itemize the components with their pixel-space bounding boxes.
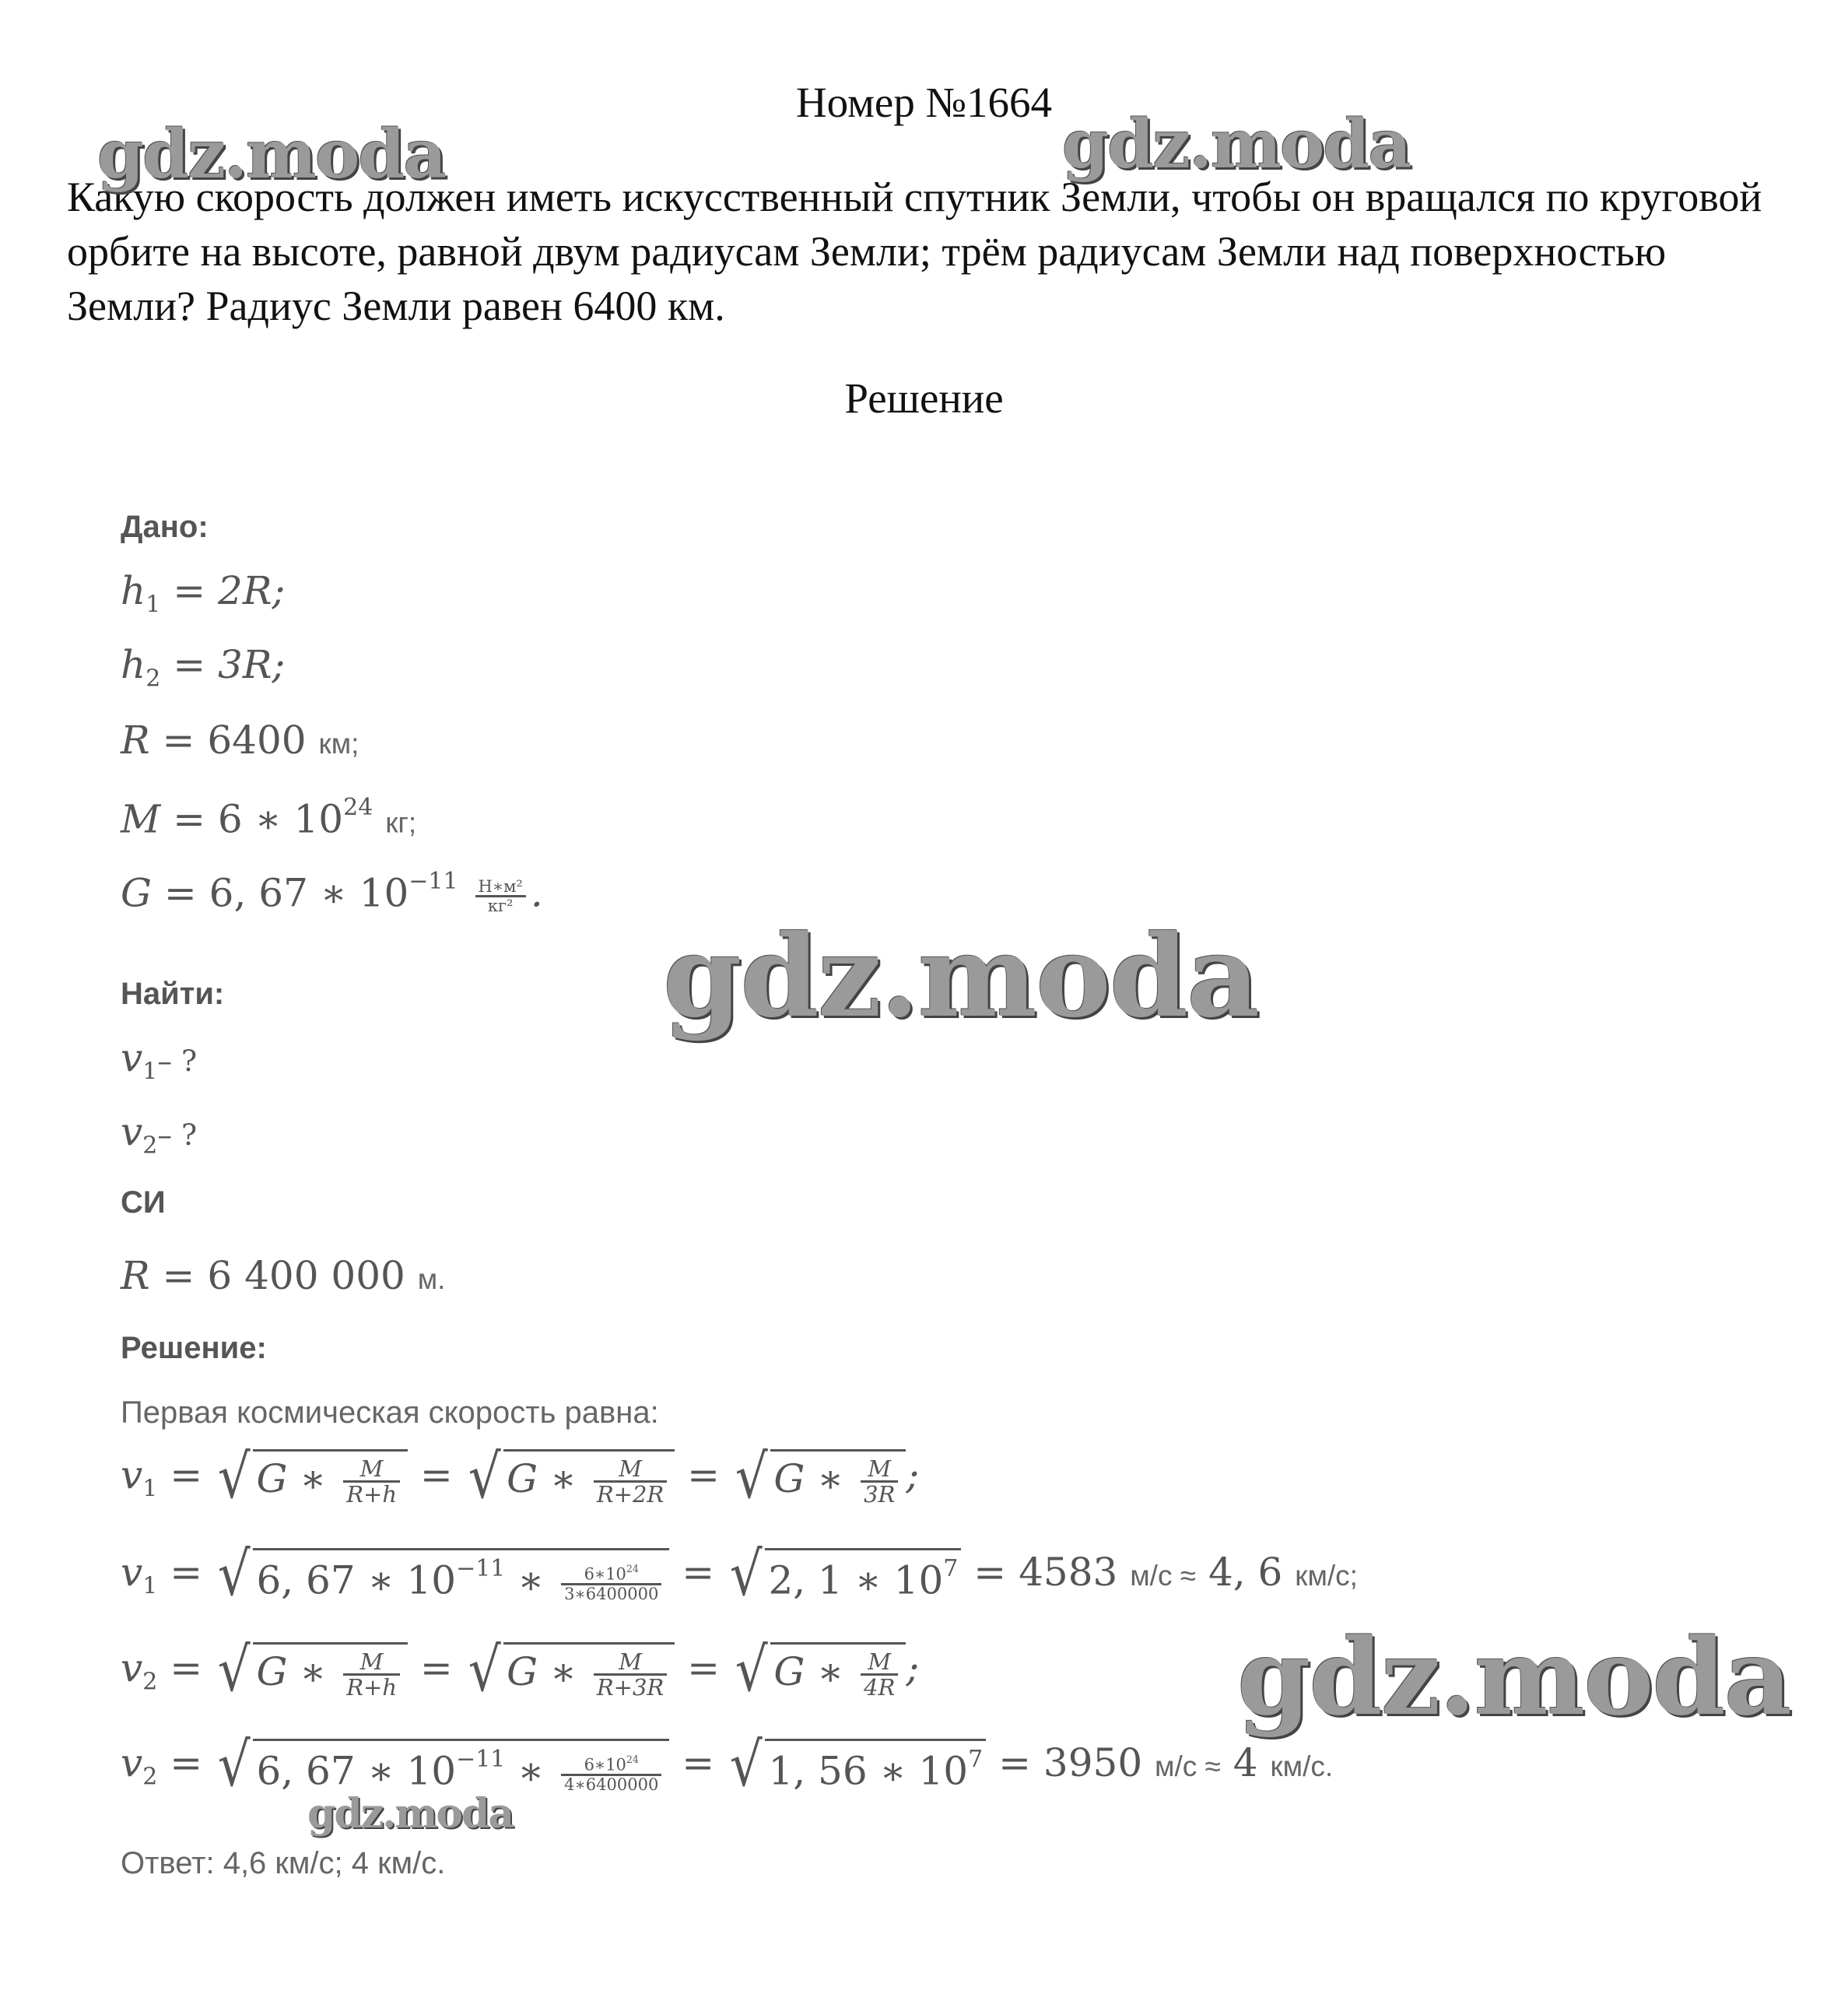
formula-v1: $v_1$ = √ G ∗ $\frac{M}{R+h}$ = √ G ∗ $\frac{M}{R+2R}$ = √ G ∗ $\frac{M}{3R}$ ; [121, 1442, 920, 1512]
g-unit-fraction: $\frac{\text{Н∗м²}}{\text{кг²}}$ [475, 878, 526, 915]
watermark-logo: gdz.moda [97, 115, 446, 194]
si-label: СИ [121, 1185, 166, 1220]
page-title: Номер №1664 [795, 79, 1053, 126]
find-label: Найти: [121, 977, 225, 1011]
given-radius: R = 6400 км; [121, 718, 359, 763]
watermark-logo: gdz.moda [307, 1790, 514, 1838]
given-gravitational-constant: G = 6, 67 ∗ $10^{-11}$ $\frac{\text{Н∗м²}}{\text{кг²}}$ . [121, 868, 543, 916]
solution-intro: Первая космическая скорость равна: [121, 1395, 659, 1430]
find-v1: $v_1-$ ? [121, 1035, 198, 1086]
problem-statement: Какую скорость должен иметь искусственный спутник Земли, чтобы он вращался по круговой орбите на высоте, равной двум радиусам Земли; трём радиусам Земли над поверхностью Земли? Радиус Земли равен 6400 км. [67, 174, 1762, 329]
si-radius: R = 6 400 000 м. [121, 1253, 446, 1298]
given-label: Дано: [121, 510, 209, 544]
watermark-logo: gdz.moda [1237, 1615, 1791, 1739]
formula-v2: $v_2$ = √ G ∗ $\frac{M}{R+h}$ = √ G ∗ $\frac{M}{R+3R}$ = √ G ∗ $\frac{M}{4R}$ ; [121, 1635, 920, 1705]
given-h1: $h_1 = 2R$; [121, 568, 286, 619]
solution-label: Решение: [121, 1331, 267, 1365]
given-h2: $h_2 = 3R$; [121, 642, 286, 693]
find-v2: $v_2-$ ? [121, 1109, 198, 1160]
watermark-logo: gdz.moda [663, 911, 1259, 1043]
watermark-logo: gdz.moda [1062, 105, 1411, 184]
answer: Ответ: 4,6 км/с; 4 км/с. [121, 1846, 446, 1880]
calculation-v2: $v_2$ = √ 6, 67 ∗ $10^{-11}$ ∗ $\frac{6∗10^{24}}{4∗6400000}$ = √ 1, 56 ∗ $10^7 = 3950$ м/с ≈ 4 км/с. [121, 1730, 1334, 1800]
given-mass: M = 6 ∗ $10^{24}$ кг; [121, 794, 417, 842]
solution-heading: Решение [844, 374, 1004, 422]
calculation-v1: $v_1$ = √ 6, 67 ∗ $10^{-11}$ ∗ $\frac{6∗10^{24}}{3∗6400000}$ = √ 2, 1 ∗ $10^7 = 4583$ м/с ≈ 4, 6 км/с; [121, 1539, 1358, 1610]
